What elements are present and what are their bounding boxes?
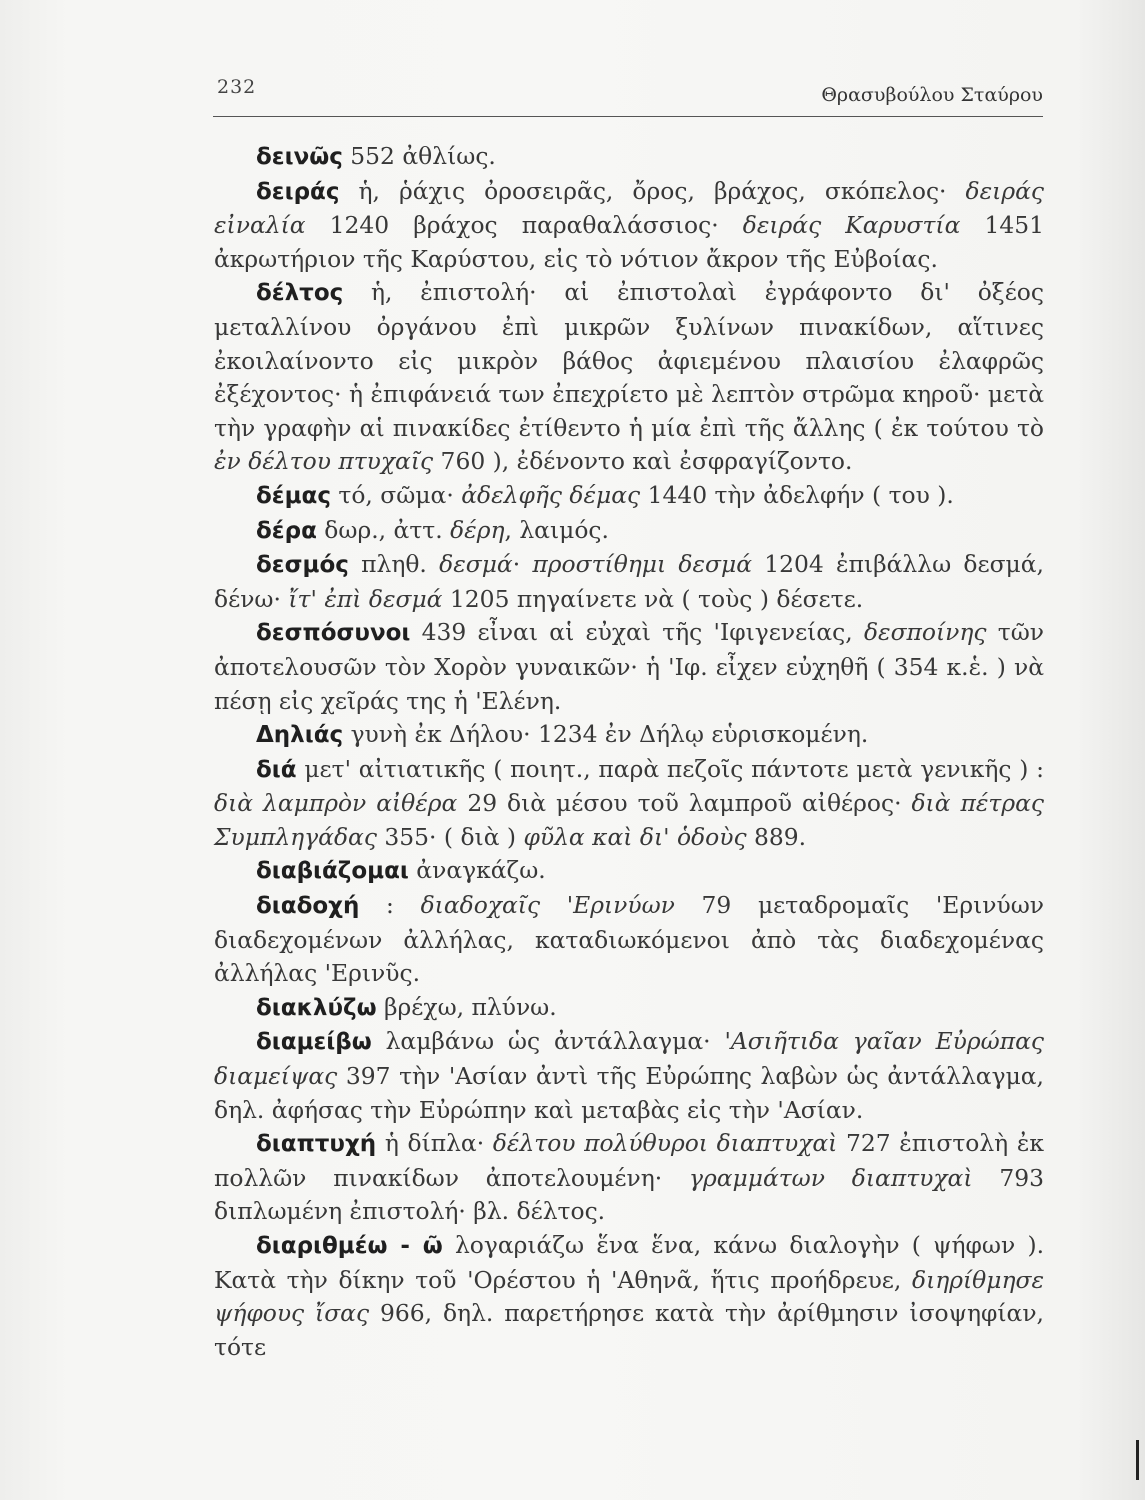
headword: Δηλιάς <box>256 722 344 749</box>
headword: διακλύζω <box>256 994 377 1021</box>
glossary-entry: Δηλιάς γυνὴ ἐκ Δήλου· 1234 ἐν Δήλῳ εὑρισκομένη. <box>256 720 869 749</box>
headword: δέμας <box>256 482 331 509</box>
glossary-entry: δειράς ἡ, ῥάχις ὀροσειρᾶς, ὄρος, βράχος, σκόπελος· δειράς εἰναλία 1240 βράχος παραθαλάσσιος· δειράς Καρυστία 1451 ἀκρωτήριον τῆς Καρύστου, εἰς τὸ νότιον ἄκρον τῆς Εὐβοίας. <box>214 176 1044 273</box>
glossary-entry: διακλύζω βρέχω, πλύνω. <box>256 992 557 1021</box>
glossary-entry: διά μετ' αἰτιατικῆς ( ποιητ., παρὰ πεζοῖς πάντοτε μετὰ γενικῆς ) : διὰ λαμπρὸν αἰθέρα 29 διὰ μέσου τοῦ λαμπροῦ αἰθέρος· διὰ πέτρας Συμπληγάδας 355· ( διὰ ) φῦλα καὶ δι' ὁδοὺς 889. <box>214 754 1044 851</box>
glossary-entry: δέμας τό, σῶμα· ἀδελφῆς δέμας 1440 τὴν ἀδελφήν ( του ). <box>256 480 954 509</box>
page-number: 232 <box>217 76 257 98</box>
headword: διαμείβω <box>256 1029 372 1056</box>
headword: διαδοχή <box>256 893 360 920</box>
headword: διά <box>256 756 297 783</box>
headword: δειράς <box>256 178 340 205</box>
glossary-entry: δέλτος ἡ, ἐπιστολή· αἱ ἐπιστολαὶ ἐγράφοντο δι' ὀξέος μεταλλίνου ὀργάνου ἐπὶ μικρῶν ξυλίνων πινακίδων, αἵτινες ἐκοιλαίνοντο εἰς μικρὸν βάθος ἀφιεμένου πλαισίου ἐλαφρῶς ἐξέχοντος· ἡ ἐπιφάνειά των ἐπεχρίετο μὲ λεπτὸν στρῶμα κηροῦ· μετὰ τὴν γραφὴν αἱ πινακίδες ἐτίθεντο ἡ μία ἐπὶ τῆς ἄλλης ( ἐκ τούτου τὸ ἐν δέλτου πτυχαῖς 760 ), ἐδένοντο καὶ ἐσφραγίζοντο. <box>214 278 1044 476</box>
glossary-entry: δεινῶς 552 ἀθλίως. <box>256 142 496 170</box>
running-head: Θρασυβούλου Σταύρου <box>821 84 1043 106</box>
headword: δέλτος <box>256 280 344 307</box>
headword: δεινῶς <box>256 144 343 170</box>
glossary-entry: δεσμός πληθ. δεσμά· προστίθημι δεσμά 1204 ἐπιβάλλω δεσμά, δένω· ἴτ' ἐπὶ δεσμά 1205 πηγαίνετε νὰ ( τοὺς ) δέσετε. <box>214 550 1044 613</box>
glossary-entry: δεσπόσυνοι 439 εἶναι αἱ εὐχαὶ τῆς 'Ιφιγενείας, δεσποίνης τῶν ἀποτελουσῶν τὸν Χορὸν γυναικῶν· ἡ 'Ιφ. εἶχεν εὐχηθῆ ( 354 κ.ἑ. ) νὰ πέσῃ εἰς χεῖράς της ἡ 'Ελένη. <box>214 618 1045 715</box>
glossary-entry: διαβιάζομαι ἀναγκάζω. <box>256 856 546 885</box>
headword: διαπτυχή <box>256 1131 377 1158</box>
glossary-entry: διαμείβω λαμβάνω ὡς ἀντάλλαγμα· 'Ασιῆτιδα γαῖαν Εὐρώπας διαμείψας 397 τὴν 'Ασίαν ἀντὶ τῆς Εὐρώπης λαβὼν ὡς ἀντάλλαγμα, δηλ. ἀφήσας τὴν Εὐρώπην καὶ μεταβὰς εἰς τὴν 'Ασίαν. <box>214 1027 1044 1124</box>
page-header <box>213 68 1043 117</box>
glossary-entry: διαριθμέω - ῶ λογαριάζω ἕνα ἕνα, κάνω διαλογὴν ( ψήφων ). Κατὰ τὴν δίκην τοῦ 'Ορέστου ἡ 'Αθηνᾶ, ἥτις προήδρευε, διηρίθμησε ψήφους ἴσας 966, δηλ. παρετήρησε κατὰ τὴν ἀρίθμησιν ἰσοψηφίαν, τότε <box>214 1231 1045 1361</box>
glossary-entry: διαδοχή : διαδοχαῖς 'Ερινύων 79 μεταδρομαῖς 'Ερινύων διαδεχομένων ἀλλήλας, καταδιωκόμενοι ἀπὸ τὰς διαδεχομένας ἀλλήλας 'Ερινῦς. <box>214 891 1044 988</box>
headword: δεσμός <box>256 552 349 579</box>
headword: δεσπόσυνοι <box>256 620 411 647</box>
headword: δέρα <box>256 517 317 544</box>
glossary-body <box>214 140 1044 1364</box>
headword: διαβιάζομαι <box>256 858 409 885</box>
glossary-entry: διαπτυχή ἡ δίπλα· δέλτου πολύθυροι διαπτυχαὶ 727 ἐπιστολὴ ἐκ πολλῶν πινακίδων ἀποτελουμένη· γραμμάτων διαπτυχαὶ 793 διπλωμένη ἐπιστολή· βλ. δέλτος. <box>214 1129 1044 1226</box>
scan-edge-mark <box>1136 1440 1139 1480</box>
headword: διαριθμέω - ῶ <box>256 1233 443 1259</box>
glossary-entry: δέρα δωρ., ἀττ. δέρη, λαιμός. <box>256 515 609 544</box>
